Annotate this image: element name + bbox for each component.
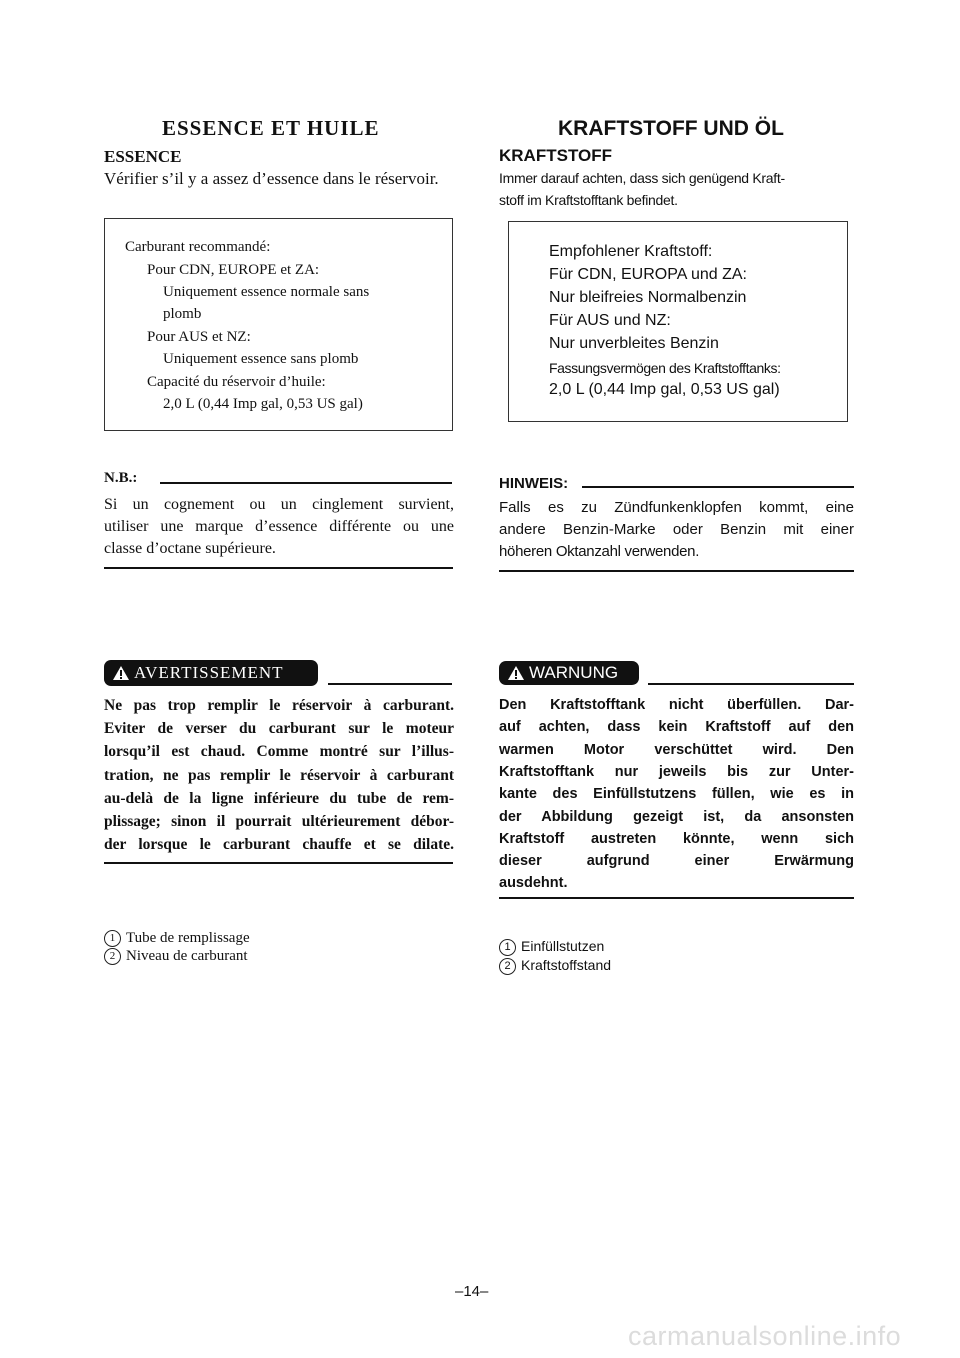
fr-note-label: N.B.: — [104, 470, 138, 486]
fr-intro-text: Vérifier s’il y a assez d’essence dans le réservoir. — [104, 169, 439, 188]
de-warning-badge — [499, 661, 639, 685]
warning-triangle-icon — [507, 665, 525, 681]
de-spec-line: Für CDN, EUROPA und ZA: — [549, 266, 747, 283]
de-warning-line: dieser aufgrund einer Erwärmung — [499, 853, 854, 869]
fr-note-bottom-rule — [104, 567, 453, 569]
de-warning-line: warmen Motor verschüttet wird. Den — [499, 742, 854, 758]
de-note-top-rule — [582, 486, 854, 488]
fr-note-top-rule — [160, 482, 452, 484]
de-intro-line: Immer darauf achten, dass sich genügend Kraft- — [499, 170, 785, 186]
fr-spec-line: Pour AUS et NZ: — [147, 329, 251, 345]
de-legend-item-1 — [499, 938, 604, 956]
de-spec-line: 2,0 L (0,44 Imp gal, 0,53 US gal) — [549, 381, 780, 398]
fr-page-title: ESSENCE ET HUILE — [162, 116, 380, 140]
watermark: carmanualsonline.info — [628, 1321, 902, 1351]
fr-legend-number: 1 — [104, 930, 121, 947]
de-spec-line: Fassungsvermögen des Kraftstofftanks: — [549, 360, 781, 376]
fr-warning-line: au-delà de la ligne inférieure du tube de rem- — [104, 790, 454, 807]
fr-fuel-spec-box — [104, 218, 453, 431]
de-legend-item-2 — [499, 957, 611, 975]
warning-triangle-icon — [112, 665, 130, 681]
fr-spec-line: Uniquement essence sans plomb — [163, 351, 359, 367]
de-page-title: KRAFTSTOFF UND ÖL — [558, 117, 784, 140]
de-warning-line: Kraftstoff austreten könnte, wenn sich — [499, 831, 854, 847]
de-spec-line: Nur bleifreies Normalbenzin — [549, 289, 747, 306]
de-legend-text: Einfüllstutzen — [521, 938, 605, 954]
de-legend-number: 1 — [499, 939, 516, 956]
de-warning-label: WARNUNG — [529, 663, 619, 682]
de-legend-text: Kraftstoffstand — [521, 957, 612, 973]
fr-warning-line: Ne pas trop remplir le réservoir à carburant. — [104, 697, 454, 714]
fr-spec-line: 2,0 L (0,44 Imp gal, 0,53 US gal) — [163, 396, 363, 412]
fr-note-line: classe d’octane supérieure. — [104, 540, 276, 557]
de-warning-line: kante des Einfüllstutzens füllen, wie es in — [499, 786, 854, 802]
de-section-heading: KRAFTSTOFF — [499, 146, 613, 165]
de-note-line: höheren Oktanzahl verwenden. — [499, 543, 700, 560]
fr-warning-line: tration, ne pas remplir le réservoir à carburant — [104, 767, 454, 784]
fr-spec-line: Capacité du réservoir d’huile: — [147, 374, 326, 390]
de-fuel-spec-box — [508, 221, 848, 422]
de-warning-line: Den Kraftstofftank nicht überfüllen. Dar- — [499, 697, 854, 713]
de-note-bottom-rule — [499, 570, 854, 572]
fr-warning-top-rule — [328, 683, 452, 685]
de-warning-line: ausdehnt. — [499, 875, 568, 891]
fr-spec-line: Carburant recommandé: — [125, 239, 271, 255]
fr-warning-line: plissage; sinon il pourrait ultérieurement débor- — [104, 813, 454, 830]
de-spec-line: Für AUS und NZ: — [549, 312, 671, 329]
fr-legend-text: Niveau de carburant — [126, 948, 248, 964]
de-note-line: andere Benzin-Marke oder Benzin mit einer — [499, 521, 854, 538]
de-warning-bottom-rule — [499, 897, 854, 899]
de-spec-line: Empfohlener Kraftstoff: — [549, 243, 713, 260]
fr-warning-line: der lorsque le carburant chauffe et se dilate. — [104, 836, 454, 853]
de-note-label: HINWEIS: — [499, 475, 569, 492]
fr-legend-item-2 — [104, 948, 248, 965]
de-intro-line: stoff im Kraftstofftank befindet. — [499, 192, 678, 208]
de-warning-top-rule — [648, 683, 854, 685]
fr-note-line: utiliser une marque d’essence différente ou une — [104, 518, 454, 535]
de-warning-line: auf achten, dass kein Kraftstoff auf den — [499, 719, 854, 735]
fr-section-heading: ESSENCE — [104, 147, 182, 166]
fr-spec-line: plomb — [163, 306, 202, 322]
page-number: –14– — [455, 1283, 489, 1300]
fr-warning-line: Eviter de verser du carburant sur le moteur — [104, 720, 454, 737]
fr-legend-number: 2 — [104, 948, 121, 965]
fr-legend-item-1 — [104, 930, 250, 947]
de-spec-line: Nur unverbleites Benzin — [549, 335, 719, 352]
fr-spec-line: Uniquement essence normale sans — [163, 284, 370, 300]
fr-legend-text: Tube de remplissage — [126, 930, 250, 946]
fr-note-line: Si un cognement ou un cinglement survient, — [104, 496, 454, 513]
de-note-line: Falls es zu Zündfunkenklopfen kommt, eine — [499, 499, 854, 516]
de-warning-line: der Abbildung gezeigt ist, da ansonsten — [499, 809, 854, 825]
fr-spec-line: Pour CDN, EUROPE et ZA: — [147, 262, 320, 278]
fr-warning-badge — [104, 660, 318, 686]
fr-warning-line: lorsqu’il est chaud. Comme montré sur l’illus- — [104, 743, 454, 760]
fr-warning-label: AVERTISSEMENT — [134, 663, 284, 682]
de-legend-number: 2 — [499, 958, 516, 975]
fr-warning-bottom-rule — [104, 862, 453, 864]
de-warning-line: Kraftstofftank nur jeweils bis zur Unter- — [499, 764, 854, 780]
